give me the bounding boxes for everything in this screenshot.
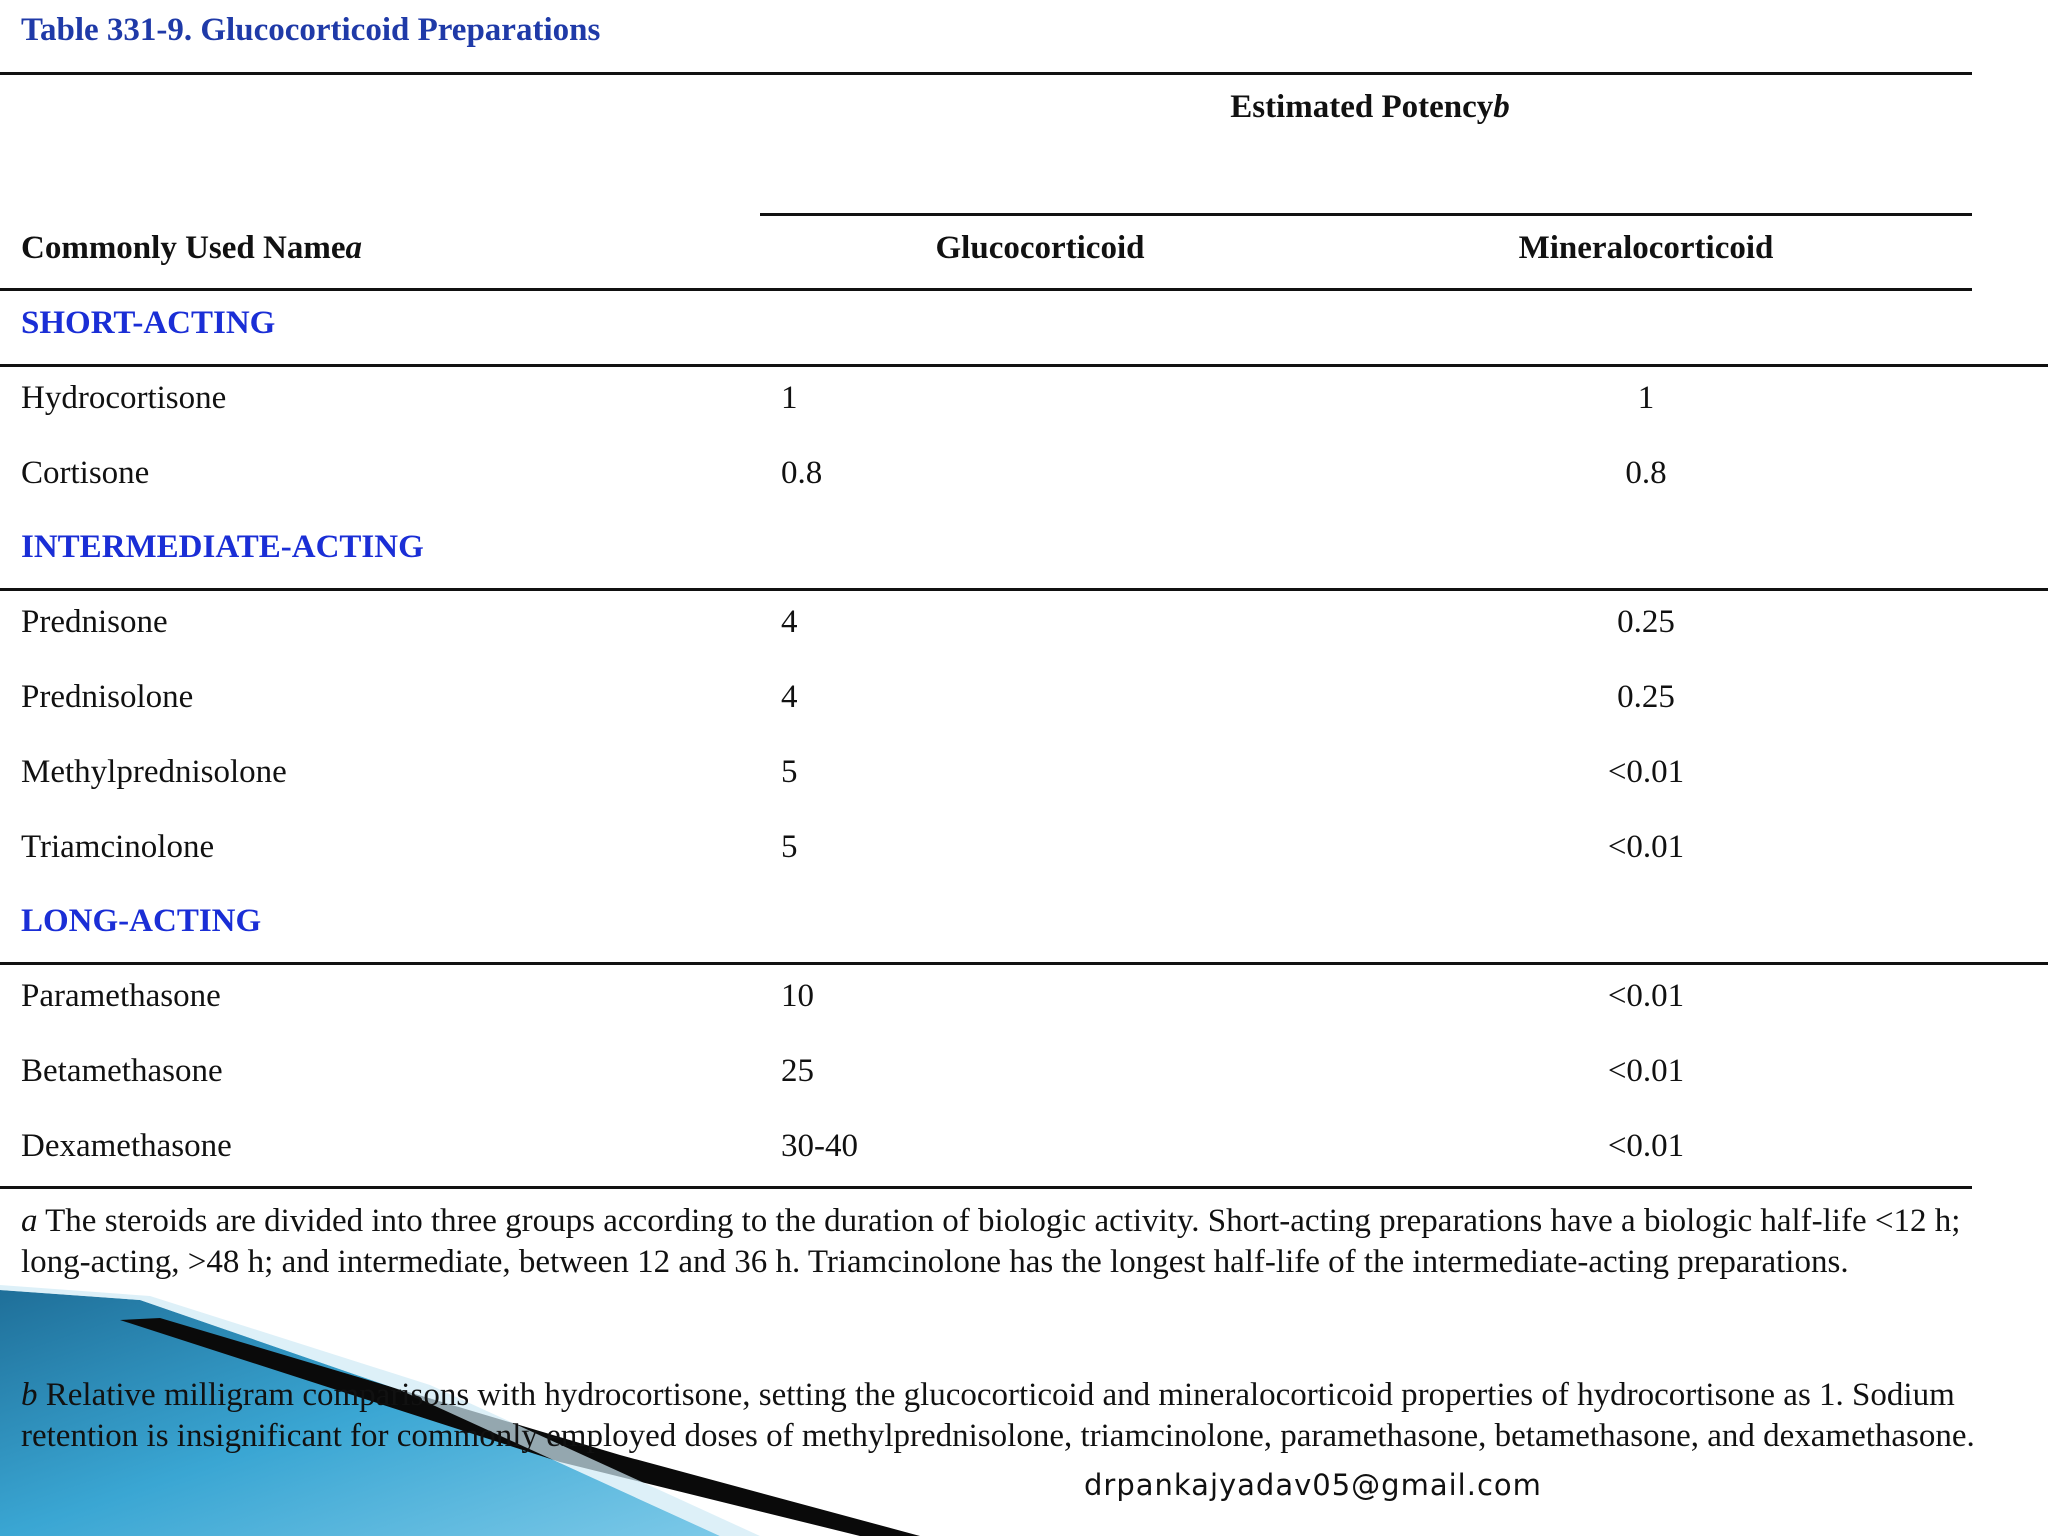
top-rule xyxy=(0,72,1972,75)
estimated-potency-header: Estimated Potencyb xyxy=(1230,89,1510,125)
glucocorticoid-value: 30-40 xyxy=(781,1128,858,1164)
section-short-acting: SHORT-ACTING xyxy=(21,305,276,341)
long-acting-rule xyxy=(0,962,2048,965)
footnote-a: a The steroids are divided into three groups according to the duration of biologic activity. Short-acting preparations have a biologic half-life <12 h; long-acting, >48 h; and intermediate, between 12 and 36 h. Triamcinolone has the longest half-life of the intermediate-acting preparations. xyxy=(21,1203,1961,1280)
drug-name-cell: Prednisone xyxy=(21,604,168,640)
header-bottom-rule xyxy=(0,288,1972,291)
mineralocorticoid-value: 0.25 xyxy=(1617,679,1675,715)
mineralocorticoid-value: <0.01 xyxy=(1607,829,1685,865)
section-long-acting: LONG-ACTING xyxy=(21,903,262,939)
drug-name-cell: Dexamethasone xyxy=(21,1128,232,1164)
potency-group-rule xyxy=(760,213,1972,216)
mineralocorticoid-value: <0.01 xyxy=(1607,978,1685,1014)
drug-name-cell: Triamcinolone xyxy=(21,829,215,865)
section-intermediate-acting: INTERMEDIATE-ACTING xyxy=(21,529,424,565)
mineralocorticoid-value: <0.01 xyxy=(1607,754,1685,790)
glucocorticoid-value: 4 xyxy=(781,604,798,640)
intermediate-acting-rule xyxy=(0,588,2048,591)
drug-name-cell: Betamethasone xyxy=(21,1053,223,1089)
glucocorticoid-value: 10 xyxy=(781,978,814,1014)
footnote-b: b Relative milligram comparisons with hydrocortisone, setting the glucocorticoid and mineralocorticoid properties of hydrocortisone as 1. Sodium retention is insignificant for commonly employed doses of methylprednisolone, triamcinolone, paramethasone, betamethasone, and dexamethasone. xyxy=(21,1377,1975,1454)
mineralocorticoid-value: <0.01 xyxy=(1607,1053,1685,1089)
mineralocorticoid-value: 0.25 xyxy=(1617,604,1675,640)
table-title: Table 331-9. Glucocorticoid Preparations xyxy=(21,12,601,48)
glucocorticoid-value: 25 xyxy=(781,1053,814,1089)
glucocorticoid-value: 5 xyxy=(781,754,798,790)
author-email: drpankajyadav05@gmail.com xyxy=(1084,1468,1542,1502)
glucocorticoid-value: 0.8 xyxy=(781,455,823,491)
drug-name-cell: Methylprednisolone xyxy=(21,754,287,790)
drug-name-cell: Cortisone xyxy=(21,455,150,491)
mineralocorticoid-value: 0.8 xyxy=(1625,455,1667,491)
drug-name-cell: Hydrocortisone xyxy=(21,380,227,416)
table-bottom-rule xyxy=(0,1186,1972,1189)
drug-name-cell: Paramethasone xyxy=(21,978,221,1014)
mineralocorticoid-header: Mineralocorticoid xyxy=(1518,230,1774,266)
mineralocorticoid-value: <0.01 xyxy=(1607,1128,1685,1164)
mineralocorticoid-value: 1 xyxy=(1637,380,1655,416)
glucocorticoid-value: 5 xyxy=(781,829,798,865)
commonly-used-name-header: Commonly Used Namea xyxy=(21,230,362,266)
short-acting-rule xyxy=(0,364,2048,367)
glucocorticoid-header: Glucocorticoid xyxy=(935,230,1145,266)
glucocorticoid-value: 4 xyxy=(781,679,798,715)
glucocorticoid-value: 1 xyxy=(781,380,798,416)
drug-name-cell: Prednisolone xyxy=(21,679,194,715)
